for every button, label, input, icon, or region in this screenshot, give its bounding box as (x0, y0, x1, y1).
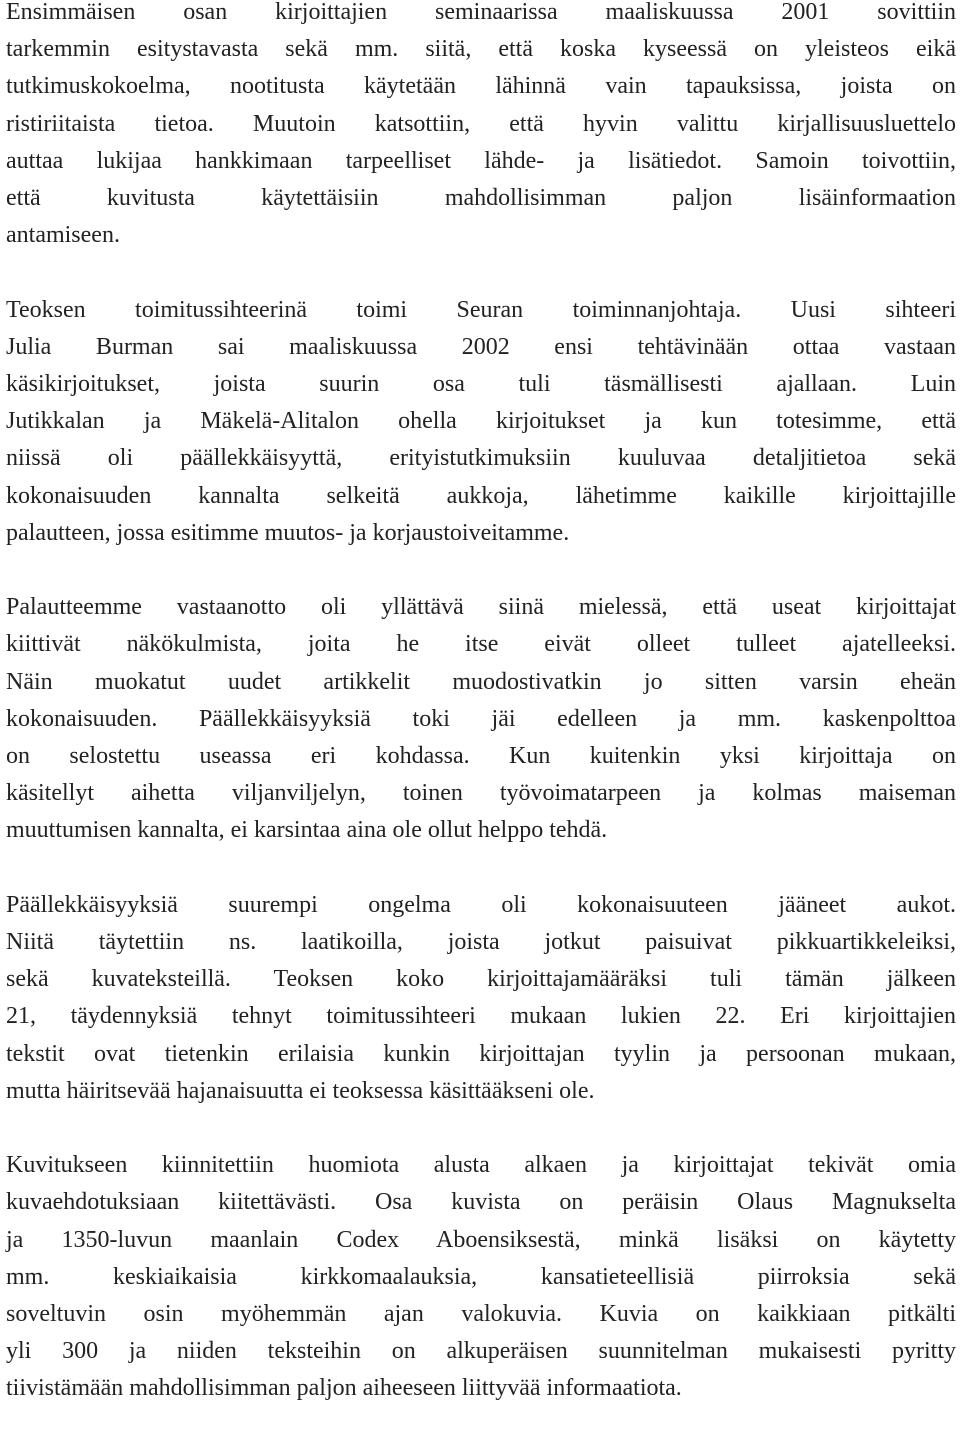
paragraph-4 (6, 887, 956, 1110)
text-line: mm. keskiaikaisia kirkkomaalauksia, kansatieteellisiä piirroksia sekä (6, 1263, 956, 1290)
text-line: käsikirjoitukset, joista suurin osa tuli täsmällisesti ajallaan. Luin (6, 371, 956, 398)
text-line: ristiriitaista tietoa. Muutoin katsottiin, että hyvin valittu kirjallisuusluettelo (6, 110, 956, 137)
text-line: Ensimmäisen osan kirjoittajien seminaarissa maaliskuussa 2001 sovittiin (6, 0, 956, 25)
text-line: kokonaisuuden. Päällekkäisyyksiä toki jäi edelleen ja mm. kaskenpolttoa (6, 705, 956, 732)
text-line: on selostettu useassa eri kohdassa. Kun kuitenkin yksi kirjoittaja on (6, 743, 956, 770)
text-line: kokonaisuuden kannalta selkeitä aukkoja, lähetimme kaikille kirjoittajille (6, 482, 956, 509)
text-line: Palautteemme vastaanotto oli yllättävä siinä mielessä, että useat kirjoittajat (6, 594, 956, 621)
text-line: Niitä täytettiin ns. laatikoilla, joista jotkut paisuivat pikkuartikkeleiksi, (6, 929, 956, 956)
text-line: kiittivät näkökulmista, joita he itse eivät olleet tulleet ajatelleeksi. (6, 631, 956, 658)
text-line: Jutikkalan ja Mäkelä-Alitalon ohella kirjoitukset ja kun totesimme, että (6, 408, 956, 435)
paragraph-2 (6, 292, 956, 552)
text-line: käsitellyt aihetta viljanviljelyn, toinen työvoimatarpeen ja kolmas maiseman (6, 780, 956, 807)
paragraph-1 (6, 0, 956, 254)
text-line: Teoksen toimitussihteerinä toimi Seuran toiminnanjohtaja. Uusi sihteeri (6, 296, 956, 323)
paragraph-3 (6, 589, 956, 849)
text-line: niissä oli päällekkäisyyttä, erityistutkimuksiin kuuluvaa detaljitietoa sekä (6, 445, 956, 472)
paragraph-5 (6, 1147, 956, 1407)
text-line: ja 1350-luvun maanlain Codex Aboensiksestä, minkä lisäksi on käytetty (6, 1226, 956, 1253)
text-line: auttaa lukijaa hankkimaan tarpeelliset lähde- ja lisätiedot. Samoin toivottiin, (6, 147, 956, 174)
text-line: tekstit ovat tietenkin erilaisia kunkin kirjoittajan tyylin ja persoonan mukaan, (6, 1040, 956, 1067)
text-line: tarkemmin esitystavasta sekä mm. siitä, että koska kyseessä on yleisteos eikä (6, 36, 956, 63)
text-line: palautteen, jossa esitimme muutos- ja korjaustoiveitamme. (6, 519, 570, 546)
text-line: että kuvitusta käytettäisiin mahdollisimman paljon lisäinformaation (6, 185, 956, 212)
text-line: tiivistämään mahdollisimman paljon aiheeseen liittyvää informaatiota. (6, 1375, 682, 1402)
text-line: soveltuvin osin myöhemmän ajan valokuvia. Kuvia on kaikkiaan pitkälti (6, 1301, 956, 1328)
text-line: Päällekkäisyyksiä suurempi ongelma oli kokonaisuuteen jääneet aukot. (6, 891, 956, 918)
text-line: kuvaehdotuksiaan kiitettävästi. Osa kuvista on peräisin Olaus Magnukselta (6, 1189, 956, 1216)
body-text (6, 0, 956, 1408)
text-line: Kuvitukseen kiinnitettiin huomiota alusta alkaen ja kirjoittajat tekivät omia (6, 1152, 956, 1179)
text-line: antamiseen. (6, 222, 120, 249)
text-line: Julia Burman sai maaliskuussa 2002 ensi tehtävinään ottaa vastaan (6, 333, 956, 360)
text-line: tutkimuskokoelma, nootitusta käytetään lähinnä vain tapauksissa, joista on (6, 73, 956, 100)
text-line: Näin muokatut uudet artikkelit muodostivatkin jo sitten varsin eheän (6, 668, 956, 695)
text-line: mutta häiritsevää hajanaisuutta ei teoksessa käsittääkseni ole. (6, 1077, 595, 1104)
text-line: sekä kuvateksteillä. Teoksen koko kirjoittajamääräksi tuli tämän jälkeen (6, 966, 956, 993)
text-line: yli 300 ja niiden teksteihin on alkuperäisen suunnitelman mukaisesti pyritty (6, 1338, 956, 1365)
text-line: 21, täydennyksiä tehnyt toimitussihteeri mukaan lukien 22. Eri kirjoittajien (6, 1003, 956, 1030)
text-line: muuttumisen kannalta, ei karsintaa aina ole ollut helppo tehdä. (6, 817, 608, 844)
